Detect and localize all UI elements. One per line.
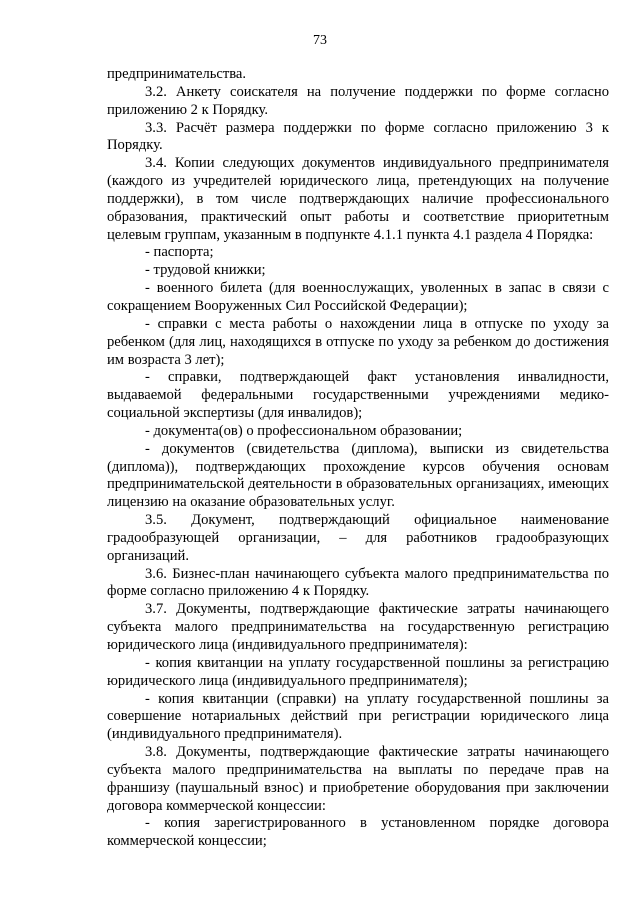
list-item: - трудовой книжки; [145, 262, 266, 279]
list-item: - копия зарегистрированного в установленном порядке договора коммерческой концессии; [107, 815, 609, 850]
list-item: - копия квитанции (справки) на уплату государственной пошлины за совершение нотариальных действий при регистрации юридического лица (индивидуального предпринимателя). [107, 690, 609, 743]
paragraph: предпринимательства. [107, 66, 247, 82]
list-item: - военного билета (для военнослужащих, уволенных в запас в связи с сокращением Вооруженных Сил Российской Федерации); [107, 280, 609, 314]
list-item: - паспорта; [145, 244, 214, 261]
list-item: - копия квитанции на уплату государственной пошлины за регистрацию юридического лица (индивидуального предпринимателя); [107, 654, 609, 689]
paragraph: 3.2. Анкету соискателя на получение поддержки по форме согласно приложению 2 к Порядку. [107, 83, 609, 118]
list-item: - документов (свидетельства (диплома), выписки из свидетельства (диплома)), подтверждающих прохождение курсов обучения основам предпринимательской деятельности в образовательных организациях, имеющих лицензию на оказание образовательных услуг. [107, 440, 609, 511]
paragraph: 3.5. Документ, подтверждающий официальное наименование градообразующей организации, – для работников градообразующих организаций. [107, 512, 609, 564]
list-item: - документа(ов) о профессиональном образовании; [145, 422, 463, 439]
paragraph: 3.8. Документы, подтверждающие фактические затраты начинающего субъекта малого предпринимательства на выплаты по передаче прав на франшизу (паушальный взнос) и приобретение оборудования при заключении договора коммерческой концессии: [107, 744, 609, 814]
page-number: 73 [313, 33, 327, 48]
paragraph: 3.4. Копии следующих документов индивидуального предпринимателя (каждого из учредителей юридического лица, претендующих на получение поддержки), в том числе подтверждающих наличие профессионального образования, практический опыт работы и соответствие приоритетным целевым группам, указанным в подпункте 4.1.1 пункта 4.1 раздела 4 Порядка: [107, 155, 609, 243]
list-item: - справки, подтверждающей факт установления инвалидности, выдаваемой федеральными государственными учреждениями медико-социальной экспертизы (для инвалидов); [107, 369, 609, 422]
paragraph: 3.6. Бизнес-план начинающего субъекта малого предпринимательства по форме согласно приложению 4 к Порядку. [107, 565, 609, 600]
document-body [107, 66, 609, 851]
paragraph: 3.3. Расчёт размера поддержки по форме согласно приложению 3 к Порядку. [107, 119, 609, 154]
paragraph: 3.7. Документы, подтверждающие фактические затраты начинающего субъекта малого предпринимательства на государственную регистрацию юридического лица (индивидуального предпринимателя): [107, 601, 609, 653]
list-item: - справки с места работы о нахождении лица в отпуске по уходу за ребенком (для лиц, находящихся в отпуске по уходу за ребенком до достижения им возраста 3 лет); [107, 315, 609, 368]
